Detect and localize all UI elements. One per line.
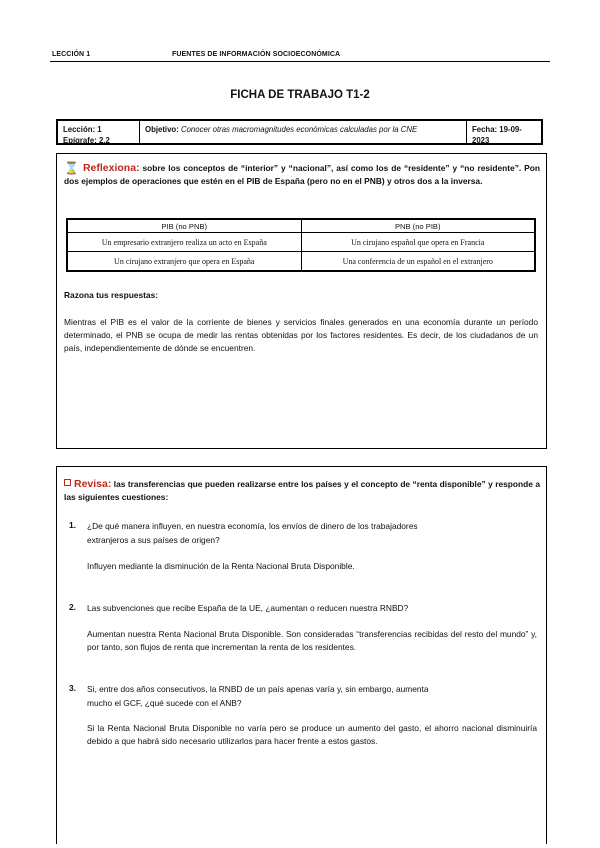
reflexiona-label: Reflexiona: <box>82 162 140 174</box>
revisa-text: las transferencias que pueden realizarse entre los países y el concepto de “renta disponible” y responde a las siguientes cuestiones: <box>64 479 541 502</box>
header-title: FUENTES DE INFORMACIÓN SOCIOECONÓMICA <box>172 51 341 58</box>
revisa-prompt <box>64 478 540 504</box>
lesson-cell <box>58 121 140 143</box>
objective-text: Conocer otras macromagnitudes económicas calculadas por la CNE <box>180 125 418 134</box>
info-box <box>56 119 543 145</box>
question-number: 1. <box>69 520 76 530</box>
square-bullet-icon <box>64 479 71 486</box>
reflexiona-answer: Mientras el PIB es el valor de la corriente de bienes y servicios finales generados en una economía durante un período determinado, el PNB se ocupa de medir las rentas obtenidas por los factores residentes. Es decir, de los ciudadanos de un país, independientemente de dónde se encuentren. <box>64 317 538 353</box>
table-row <box>67 252 535 272</box>
table-header-pnb: PNB (no PIB) <box>301 219 535 233</box>
question-2 <box>87 601 537 615</box>
header-lesson: LECCIÓN 1 <box>52 51 91 58</box>
table-cell: Un cirujano español que opera en Francia <box>301 233 535 252</box>
question-line: ¿De qué manera influyen, en nuestra economía, los envíos de dinero de los trabajadores <box>87 521 418 531</box>
reflexiona-prompt <box>64 162 540 188</box>
table-cell: Un empresario extranjero realiza un acto en España <box>67 233 301 252</box>
pib-pnb-table <box>66 218 536 272</box>
razona-heading: Razona tus respuestas: <box>64 290 159 300</box>
question-line: extranjeros a sus países de origen? <box>87 535 220 545</box>
answer-3: Si la Renta Nacional Bruta Disponible no varía pero se produce un aumento del gasto, el ahorro nacional disminuiría debido a que habrá sido necesario utilizarlos para hacer frente a estos gastos. <box>87 723 537 746</box>
table-header-pib: PIB (no PNB) <box>67 219 301 233</box>
objective-label: Objetivo: <box>145 125 179 134</box>
table-header-row <box>67 219 535 233</box>
question-line: mucho el GCF, ¿qué sucede con el ANB? <box>87 698 242 708</box>
question-number: 3. <box>69 683 76 693</box>
epigrafe-label: Epígrafe: 2.2 <box>63 136 110 145</box>
objective-cell <box>140 121 467 143</box>
table-cell: Un cirujano extranjero que opera en España <box>67 252 301 272</box>
question-number: 2. <box>69 602 76 612</box>
reflexiona-text: sobre los conceptos de “interior” y “nacional”, así como los de “residente” y “no residente”. Pon dos ejemplos de operaciones que estén en el PIB de España (pero no en el PNB) y otros dos a la inversa. <box>64 163 540 186</box>
answer-2: Aumentan nuestra Renta Nacional Bruta Disponible. Son consideradas “transferencias recibidas del resto del mundo” y, por tanto, son flujos de renta que incrementan la renta de los residentes. <box>87 629 537 652</box>
question-line: Si, entre dos años consecutivos, la RNBD de un país apenas varía y, sin embargo, aumenta <box>87 684 429 694</box>
answer-1: Influyen mediante la disminución de la Renta Nacional Bruta Disponible. <box>87 561 355 571</box>
revisa-label: Revisa: <box>74 478 112 490</box>
question-3 <box>87 682 537 710</box>
question-line: Las subvenciones que recibe España de la UE, ¿aumentan o reducen nuestra RNBD? <box>87 603 409 613</box>
table-cell: Una conferencia de un español en el extranjero <box>301 252 535 272</box>
table-row <box>67 233 535 252</box>
sheet-title: FICHA DE TRABAJO T1-2 <box>230 89 370 101</box>
header-divider <box>50 61 550 62</box>
reflexiona-section <box>56 153 547 449</box>
hourglass-icon: ⌛ <box>64 161 79 175</box>
question-1 <box>87 519 537 547</box>
leccion-label: Lección: 1 <box>63 125 102 134</box>
date-cell: Fecha: 19-09- 2023 <box>472 125 522 145</box>
